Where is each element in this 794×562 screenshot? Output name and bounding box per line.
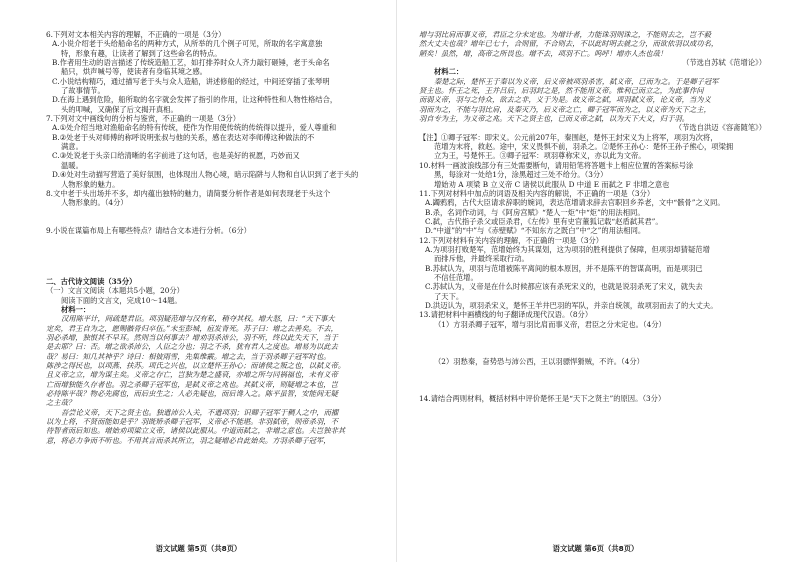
q12-option-b: B.苏轼认为，项羽与范增被陈平离间的根本原因，并不是陈平的智谋高明，而是项羽已 (425, 263, 703, 273)
material-1-line: 是去耶？曰：否。增之欲杀沛公，人臣之分也；羽之不杀，犹有君人之度也。增易为以此去 (46, 342, 338, 352)
q11-option-c: C.弑，古代指子杀父或臣杀君，《左传》里有史官董狐记载“赵盾弑其君”。 (425, 216, 663, 226)
question-8-stem: 8.文中老于头出场并不多，却内蕴出独特的魅力，请简要分析作者是如何表现老于头这个 (46, 188, 331, 198)
material-1-continued: 陋矣！虽然，增，高帝之所畏也。增不去，项羽不亡。呜呼！增亦人杰也哉！ (419, 48, 668, 58)
material-1-line: 且义帝之立，增为谋主矣。义帝之存亡，岂独为楚之盛衰，亦增之所与同祸福也，未有义帝 (46, 370, 338, 380)
annotation-note-cont: 立为王，号楚怀王。③卿子冠军：项羽尊称宋义，亦以此为文帝。 (434, 151, 646, 161)
question-11-stem: 11.下列对材料中加点的词语及相关内容的解说，不正确的一项是（3分） (419, 188, 655, 198)
material-2-source: （节选自洪迈《容斋随笔》） (674, 123, 766, 133)
annotation-note: 【注】①卿子冠军：即宋义。公元前207年，秦围赵，楚怀王封宋义为上将军，项羽为次将， (419, 132, 718, 142)
question-10-passage[interactable]: 增始劝 A 项梁 B 立义帝 C 诸侯以此服从 D 中道 E 而弑之 F 非增之意也 (434, 179, 670, 189)
reading-instruction: 阅读下面的文言文，完成10～14题。 (61, 295, 182, 305)
q6-option-a-cont: 特，形象有趣，让读者了解到了这些命名的特点。 (61, 48, 222, 58)
q12-option-a: A.为项羽打败楚军，范增始终为其谋划，这为项羽的胜利提供了保障，但项羽却猜疑范增 (425, 244, 710, 254)
material-1-source: （节选自苏轼《范增论》） (682, 58, 766, 68)
material-2-heading: 材料二： (434, 67, 464, 77)
material-1-line: 陈涉之得民也，以项燕、扶苏。项氏之兴也，以立楚怀王孙心；而诸侯之叛之也，以弑义帝。 (46, 360, 346, 370)
question-9-stem: 9.小说在谋篇布局上有哪些特点？请结合文本进行分析。（6分） (46, 225, 251, 235)
q6-option-d: D.在海上遇到危险，船所取的名字就会发挥了指引的作用，让这种特性和人物性格结合， (52, 95, 338, 105)
q7-option-a: A.①处介绍当地对渔船命名的特有传统，使作为作用使传统的传统得以提升，爱人尊重和 (52, 123, 337, 133)
q7-option-d: D.④处对生动描写营造了美好氛围，也体现出人物心境，暗示陷阱与人物和自认识到了老于头的 (52, 170, 359, 180)
question-12-stem: 12.下列对材料有关内容的理解，不正确的一项是（3分） (419, 235, 604, 245)
q7-option-c: C.③处说老于头亲口给清晰的名字前进了这句话，也是美好的祝愿，巧妙而又 (52, 151, 300, 161)
q7-option-b-cont: 满意。 (61, 142, 83, 152)
material-1-line-underlined: 意，将必力争而不听也。不用其言而杀其所立，羽之疑增必自此始矣。方羽杀卿子冠军， (46, 435, 331, 445)
subsection-heading-wenyan: （一）文言文阅读（本题共5小题，20分） (46, 286, 184, 296)
q7-option-b: B.②处老于头对师傅的称呼说明张叔与他的关系，感在表达对李师傅这种做法的不 (52, 132, 315, 142)
q12-option-b-cont: 不信任范增。 (434, 272, 478, 282)
q6-option-b: B.作者用生动的语言描述了传统造船工艺，如打排养时众人齐力敲钉砸锤，老于头命名 (52, 58, 330, 68)
material-1-line: 吾尝论义帝，天下之贤主也。独遣沛公入关，不遣项羽；识卿子冠军于稠人之中，而擢 (61, 407, 339, 417)
page-5-footer: 语文试题 第5页（共8页） (155, 544, 242, 553)
q7-option-c-cont: 温暖。 (61, 160, 83, 170)
q6-option-c: C.小说结构精巧，通过描写老于头与众人造船，讲述修船的经过，中间还穿插了张琴明 (52, 76, 330, 86)
answer-space-q8[interactable] (46, 208, 383, 226)
q6-option-d-cont: 头的叩喊，又确保了后文揭开真相。 (61, 104, 178, 114)
material-1-heading: 材料一： (61, 304, 91, 314)
annotation-note-cont: 范增为末将，救赵。途中，宋义畏惧不前，羽杀之。②楚怀王孙心：楚怀王孙子熊心，项梁拥 (434, 142, 734, 152)
question-14-stem: 14.请结合两则材料，概括材料中评价楚怀王是“天下之贤主”的原因。（3分） (419, 394, 666, 404)
material-1-line: 哉？易曰：知几其神乎？诗曰：相彼雨雪，先集维霰。增之去，当于羽杀卿子冠军时也。 (46, 351, 331, 361)
question-6-stem: 6.下列对文本相关内容的理解，不正确的一项是（3分） (46, 30, 226, 39)
page-6-content (419, 30, 766, 540)
material-1-continued: 然大丈夫也哉？增年已七十，合则留，不合则去，不以此时明去就之分，而欲依羽以成功名， (419, 39, 719, 49)
material-1-line: 以为上将，不贤而能如是乎？羽既矫杀卿子冠军，义帝必不能堪。非羽弑帝，则帝杀羽，不 (46, 417, 338, 427)
question-7-stem: 7.下列对文中画线句的分析与鉴赏，不正确的一项是（3分） (46, 114, 241, 124)
section-heading-classical: 二、古代诗文阅读（35分） (46, 276, 137, 286)
q7-option-d-cont: 人物形象的魅力。 (61, 179, 120, 189)
material-1-line: 待智者而后知也。增始劝项梁立义帝，诸侯以此服从。中道而弑之，非增之意也。夫岂独非其 (46, 426, 346, 436)
page-6-footer: 语文试题 第6页（共8页） (552, 544, 639, 553)
material-2-line: 秦楚之际，楚怀王于秦以为义帝，后义帝被项羽杀害，弑义帝，已而为之。于是卿子冠军 (434, 76, 719, 86)
q11-option-a: A.蠲鸦鸦，古代大臣请求辞职的婉词，表达范增请求辞去官职回乡养老，文中“骸骨”之义同。 (425, 198, 725, 208)
material-2-line: 贤主也。怀王之死，王并吕后，后羽封之是，然不能用义帝。惟利己而立之，为此事作问 (419, 86, 704, 96)
material-2-line: 羽而为之，不能与羽比肩，及秦灭乃，后义帝之亡，卿子冠军而为之，以义帝为天下之主， (419, 104, 711, 114)
q6-option-a: A.小说介绍老于头给船命名的两种方式，从所举的几个例子可见，所取的名字寓意独 (52, 39, 323, 49)
material-1-continued: 增与羽比肩而事义帝，君臣之分未定也。为增计者，力能诛羽则诛之，不能则去之，岂不毅 (419, 30, 711, 39)
material-1-line: 汉用陈平计，间疏楚君臣。项羽疑范增与汉有私，稍夺其权。增大怒，曰：“天下事大 (61, 314, 335, 324)
q6-option-c-cont: 了故事情节。 (61, 86, 105, 96)
q12-option-d: D.洪迈认为，项羽杀宋义，楚怀王羊井巴羽的军队，并亲自统领，故项羽而去了的大丈夫。 (425, 300, 718, 310)
material-1-line: 羽必杀增，独恨其不早耳。然则当以何事去？增劝羽杀沛公，羽不听，终以此失天下，当于 (46, 332, 338, 342)
material-2-line: 而弱义帝，羽与之恃众，欲去之非，义于为是。故义帝之弑，项羽弑义帝，论义帝，当为义 (419, 95, 711, 105)
material-1-line: 之主哉？ (46, 398, 76, 408)
q12-option-a-cont: 而排斥他，并最终采取行动。 (434, 254, 529, 264)
exam-page-6 (397, 0, 794, 562)
question-10-stem-cont: 黑，每涂对一处给1分，涂黑超过三处不给分。（3分） (434, 170, 608, 180)
q11-option-b: B.杀，名词作动词，与《阿房宫赋》“楚人一炬”中“炬”的用法相同。 (425, 207, 645, 217)
q12-option-c: C.苏轼认为，义帝是在什么时候都应该有杀死宋义的，也就是说羽杀死了宋义，就失去 (425, 282, 703, 292)
q12-option-c-cont: 了天下。 (434, 291, 464, 301)
question-8-stem-cont: 人物形象的。（4分） (61, 198, 128, 208)
question-10-stem: 10.材料一画波浪线部分有三处需要断句，请用铅笔将答题卡上相应位置的答案标号涂 (419, 160, 694, 170)
answer-space-q13-2[interactable] (419, 366, 766, 394)
material-1-line: 必待陈平哉？物必先腐也，而后虫生之；人必先疑也，而后谗入之。陈平虽智，安能间无疑 (46, 389, 338, 398)
q13-part-1: （1）方羽杀卿子冠军，增与羽比肩而事义帝，君臣之分未定也。（4分） (434, 319, 666, 329)
material-1-line: 亡而增独能久存者也。羽之杀卿子冠军也，是弑义帝之兆也。其弑义帝，则疑增之本也，岂 (46, 379, 338, 389)
answer-space-q9[interactable] (46, 235, 383, 277)
question-13-stem: 13.请把材料中画横线的句子翻译成现代汉语。（8分） (419, 310, 593, 320)
q13-part-2: （2）羽愁秦，奋势恐与沛公西，王以羽骠悍猾贼，不许。（4分） (434, 357, 644, 366)
page-5-content (46, 30, 383, 540)
answer-space-q13-1[interactable] (419, 329, 766, 357)
q6-option-b-cont: 船只，烘声喊号等，使读者有身临其境之感。 (61, 67, 207, 77)
material-1-line: 定矣，君王自为之，愿赐骸骨归卒伍。”未至彭城，疽发背死。苏子曰：增之去善矣。不去， (46, 323, 338, 333)
material-2-line: 羽自专为主，为义帝之兆。天下之贤主也，已而义帝之弑，以为天下大义，归于羽。 (419, 114, 689, 124)
q11-option-d: D.“中道”的“中”与《赤壁赋》“不知东方之既白”中“之”的用法相同。 (425, 226, 646, 236)
